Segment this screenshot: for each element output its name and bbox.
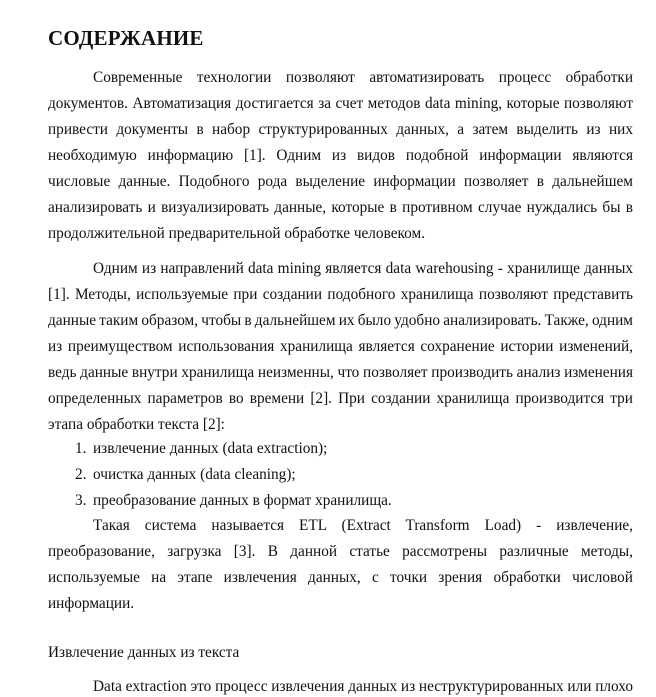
text-line: документов. Автоматизация достигается за счет методов data mining, которые позволяют (48, 95, 633, 112)
list-item: извлечение данных (data extraction); (93, 440, 328, 457)
list-number: 1. (75, 440, 87, 457)
list-item: преобразование данных в формат хранилища. (93, 492, 392, 509)
text-line: Data extraction это процесс извлечения данных из неструктурированных или плохо (93, 678, 633, 695)
text-line: Современные технологии позволяют автоматизировать процесс обработки (93, 69, 633, 86)
section-heading: Извлечение данных из текста (48, 644, 240, 661)
list-item: очистка данных (data cleaning); (93, 466, 296, 483)
text-line: Такая система называется ETL (Extract Transform Load) - извлечение, (93, 517, 633, 534)
text-line: информации. (48, 595, 135, 612)
text-line: привести документы в набор структурированных данных, а затем выделить из них (48, 121, 633, 138)
text-line: преобразование, загрузка [3]. В данной статье рассмотрены различные методы, (48, 543, 633, 560)
text-line: этапа обработки текста [2]: (48, 416, 225, 433)
text-line: из преимуществом использования хранилища является сохранение истории изменений, (48, 338, 633, 355)
text-line: определенных параметров во времени [2]. При создании хранилища производится три (48, 390, 633, 407)
list-number: 2. (75, 466, 87, 483)
list-number: 3. (75, 492, 87, 509)
page-title: СОДЕРЖАНИЕ (48, 26, 204, 50)
text-line: продолжительной предварительной обработке человеком. (48, 225, 426, 242)
text-line: необходимую информацию [1]. Одним из видов подобной информации являются (48, 147, 633, 164)
text-line: числовые данные. Подобного рода выделение информации позволяет в дальнейшем (48, 173, 633, 190)
text-line: данные таким образом, чтобы в дальнейшем их было удобно анализировать. Также, одним (48, 312, 633, 329)
text-line: ведь данные внутри хранилища неизменны, что позволяет производить анализ изменения (48, 364, 633, 381)
text-line: Одним из направлений data mining является data warehousing - хранилище данных (93, 260, 633, 277)
text-line: [1]. Методы, используемые при создании подобного хранилища позволяют представить (48, 286, 633, 303)
text-line: используемые на этапе извлечения данных, с точки зрения обработки числовой (48, 569, 633, 586)
text-line: анализировать и визуализировать данные, которые в противном случае нуждались бы в (48, 199, 633, 216)
